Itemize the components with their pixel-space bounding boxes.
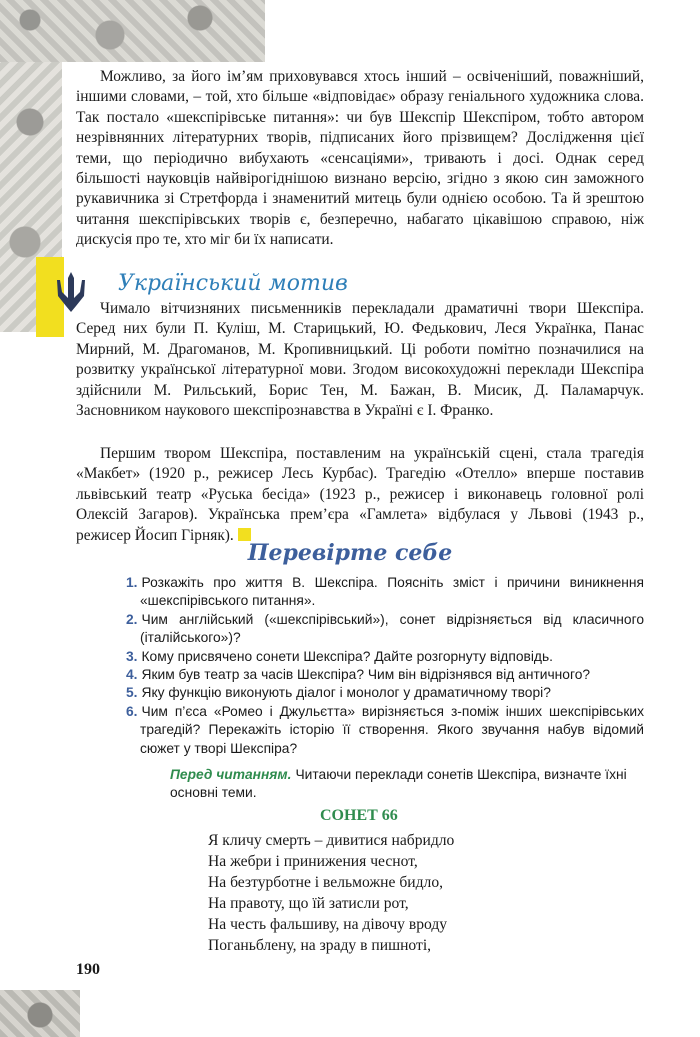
question-item	[126, 666, 644, 684]
question-list	[126, 574, 644, 758]
verse-line: На правоту, що їй затисли рот,	[208, 895, 409, 912]
question-number: 3.	[126, 648, 138, 664]
question-number: 1.	[126, 575, 138, 590]
intro-paragraph: Можливо, за його ім’ям приховувався хтось інший – освіченіший, поважніший, іншими словами, – той, хто більше «відповідає» образу геніального художника слова. Так постало «шекспірівське питання»: чи був Шекспір Шекспіром, тобто автором незрівнянних літературних творів, підписаних його прізвищем? Дослідження цієї теми, що періодично вибухають «сенсаціями», тривають і досі. Однак серед більшості науковців найвірогіднішою визнано версію, згідно з якою син заможного рукавичника зі Стретфорда і знаменитий митець були однією особою. Та й зрештою читання шекспірівських творів є, безперечно, набагато цікавішою справою, ніж дискусія про те, хто міг би їх написати.	[76, 68, 644, 249]
question-text: Яким був театр за часів Шекспіра? Чим він відрізнявся від античного?	[141, 667, 591, 683]
sonnet-title: СОНЕТ 66	[320, 807, 398, 824]
question-number: 6.	[126, 703, 138, 719]
motif-paragraph-2	[76, 444, 644, 546]
question-number: 2.	[126, 611, 138, 627]
verse-line: На безтурботне і вельможне бидло,	[208, 874, 444, 891]
before-reading-label: Перед читанням.	[170, 767, 292, 782]
question-item	[126, 648, 644, 666]
motif-paragraph-2-text: Першим твором Шекспіра, поставленим на українській сцені, стала трагедія «Макбет» (1920 р., режисер Лесь Курбас). Трагедію «Отелло» вперше поставив львівський театр «Руська бесіда» (1923 р., режисер і виконавець головної ролі Олексій Загаров). Українська прем’єра «Гамлета» відбулася у Львові (1943 р., режисер Йосип Гірняк).	[76, 445, 644, 544]
question-item	[126, 684, 644, 702]
question-item	[126, 574, 644, 611]
sonnet-stanza-2	[208, 914, 628, 956]
question-text: Кому присвячено сонети Шекспіра? Дайте розгорнуту відповідь.	[141, 648, 553, 664]
question-item	[126, 611, 644, 648]
decorative-ornament-bottom	[0, 990, 80, 1037]
motif-title: Український мотив	[118, 271, 348, 296]
question-text: Розкажіть про життя В. Шекспіра. Поясніть зміст і причини виникнення «шекспірівського питання».	[140, 575, 644, 609]
check-yourself-title: Перевірте себе	[247, 540, 453, 566]
question-text: Чим п’єса «Ромео і Джульєтта» вирізняється з-поміж інших шекспірівських трагедій? Перекажіть історію її створення. Якого звучання набув відомий сюжет у творі Шекспіра?	[140, 703, 644, 756]
question-text: Чим англійський («шекспірівський»), сонет відрізняється від класичного (італійського»)?	[140, 611, 644, 646]
page-number: 190	[76, 961, 100, 978]
sonnet-stanza-1	[208, 830, 628, 914]
question-item	[126, 703, 644, 758]
question-number: 4.	[126, 667, 138, 683]
verse-line: Поганьблену, на зраду в пишноті,	[208, 937, 432, 954]
verse-line: На честь фальшиву, на дівочу вроду	[208, 916, 448, 933]
verse-line: Я кличу смерть – дивитися набридло	[208, 832, 455, 849]
question-text: Яку функцію виконують діалог і монолог у драматичному творі?	[141, 685, 551, 701]
end-marker-square	[238, 528, 251, 541]
verse-line: На жебри і принижения чеснот,	[208, 853, 418, 870]
decorative-ornament-top	[0, 0, 265, 62]
question-number: 5.	[126, 685, 138, 701]
before-reading-text: Читаючи переклади сонетів Шекспіра, визначте їхні основні теми.	[170, 767, 627, 801]
before-reading-note	[170, 766, 644, 803]
motif-paragraph-1: Чимало вітчизняних письменників перекладали драматичні твори Шекспіра. Серед них були П. Куліш, М. Старицький, Ю. Федькович, Леся Українка, Панас Мирний, М. Драгоманов, М. Кропивницький. Ці роботи помітно позначилися на розвитку української літературної мови. Згодом високохудожні переклади Шекспіра здійснили М. Рильський, Борис Тен, М. Бажан, В. Мисик, Д. Паламарчук. Засновником наукового шекспірознавства в Україні є І. Франко.	[76, 300, 644, 420]
